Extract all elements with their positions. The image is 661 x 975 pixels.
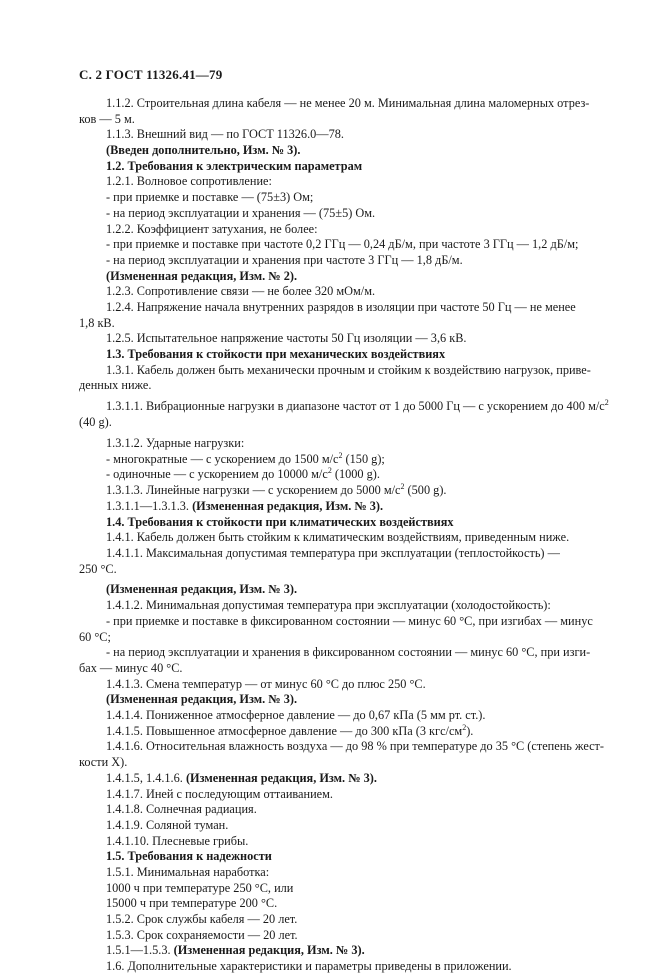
text-line: 1.4.1. Кабель должен быть стойким к климатическим воздействиям, приведенным ниже. bbox=[106, 530, 570, 545]
text-line: 250 °С. bbox=[79, 561, 117, 576]
text-line: 1.2.3. Сопротивление связи — не более 320 мОм/м. bbox=[106, 284, 376, 299]
list-item: - при приемке и поставке при частоте 0,2 ГГц — 0,24 дБ/м, при частоте 3 ГГц — 1,2 дБ/м; bbox=[106, 237, 579, 252]
amendment-note: 1.5.1—1.5.3. (Измененная редакция, Изм. № 3). bbox=[106, 943, 365, 958]
text-line: 1.1.2. Строительная длина кабеля — не менее 20 м. Минимальная длина маломерных отрез- bbox=[106, 96, 590, 110]
text-line: (40 g). bbox=[79, 415, 112, 430]
text-line: 1.5.3. Срок сохраняемости — 20 лет. bbox=[106, 927, 298, 942]
amendment-note: (Введен дополнительно, Изм. № 3). bbox=[106, 143, 301, 158]
text-line: 1.1.3. Внешний вид — по ГОСТ 11326.0—78. bbox=[106, 127, 344, 142]
amendment-note: (Измененная редакция, Изм. № 3). bbox=[106, 582, 298, 597]
text-line: бах — минус 40 °С. bbox=[79, 661, 183, 675]
amendment-note: (Измененная редакция, Изм. № 3). bbox=[106, 692, 298, 707]
text-line: 1.4.1.6. Относительная влажность воздуха — до 98 % при температуре до 35 °С (степень жест- bbox=[106, 739, 605, 754]
text-line: 1.4.1.1. Максимальная допустимая температура при эксплуатации (теплостойкость) — bbox=[106, 545, 560, 560]
text-line: 1.4.1.5. Повышенное атмосферное давление — до 300 кПа (3 кгс/$см^2$). bbox=[106, 722, 474, 738]
text-line: 1000 ч при температуре 250 °С, или bbox=[106, 880, 294, 895]
text-line: ков — 5 м. bbox=[79, 111, 135, 126]
text-line: 1.4.1.3. Смена температур — от минус 60 °С до плюс 250 °С. bbox=[106, 676, 426, 691]
list-item: - многократные — с ускорением до 1500 $м/с^2$ (150 g); bbox=[106, 450, 385, 466]
text-line: 1.3.1.2. Ударные нагрузки: bbox=[106, 435, 245, 450]
list-item: - при приемке и поставке — (75±3) Ом; bbox=[106, 190, 314, 205]
text-line: 1.2.5. Испытательное напряжение частоты 50 Гц изоляции — 3,6 кВ. bbox=[106, 331, 467, 346]
section-heading: 1.4. Требования к стойкости при климатических воздействиях bbox=[106, 514, 454, 529]
section-heading: 1.5. Требования к надежности bbox=[106, 849, 272, 864]
text-line: 1.4.1.2. Минимальная допустимая температура при эксплуатации (холодостойкость): bbox=[106, 598, 551, 613]
text-line: 1.3.1. Кабель должен быть механически прочным и стойким к воздействию нагрузок, приве- bbox=[106, 362, 591, 377]
text-line: 1.3.1.1. Вибрационные нагрузки в диапазоне частот от 1 до 5000 Гц — с ускорением до 400 $м/с^2$ bbox=[106, 397, 609, 414]
amendment-note: 1.4.1.5, 1.4.1.6. (Измененная редакция, Изм. № 3). bbox=[106, 770, 377, 785]
list-item: - на период эксплуатации и хранения — (75±5) Ом. bbox=[106, 205, 376, 220]
list-item: - одиночные — с ускорением до 10000 $м/с^2$ (1000 g). bbox=[106, 466, 380, 482]
amendment-note: (Измененная редакция, Изм. № 2). bbox=[106, 268, 298, 283]
text-line: 1.6. Дополнительные характеристики и параметры приведены в приложении. bbox=[106, 959, 512, 974]
text-line: 1.4.1.10. Плесневые грибы. bbox=[106, 833, 249, 848]
text-line: 1.5.2. Срок службы кабеля — 20 лет. bbox=[106, 912, 298, 926]
text-line: 1.4.1.9. Соляной туман. bbox=[106, 817, 229, 832]
section-heading: 1.3. Требования к стойкости при механических воздействиях bbox=[106, 347, 446, 361]
list-item: - на период эксплуатации и хранения при частоте 3 ГГц — 1,8 дБ/м. bbox=[106, 252, 463, 267]
text-line: 60 °С; bbox=[79, 629, 111, 644]
text-line: 1.4.1.8. Солнечная радиация. bbox=[106, 802, 257, 817]
text-line: 15000 ч при температуре 200 °С. bbox=[106, 896, 278, 911]
text-line: 1.3.1.3. Линейные нагрузки — с ускорением до 5000 $м/с^2$ (500 g). bbox=[106, 482, 447, 498]
text-line: 1.4.1.7. Иней с последующим оттаиванием. bbox=[106, 786, 333, 801]
text-line: денных ниже. bbox=[79, 378, 152, 393]
text-line: 1.4.1.4. Пониженное атмосферное давление — до 0,67 кПа (5 мм рт. ст.). bbox=[106, 708, 486, 723]
text-line: 1.2.4. Напряжение начала внутренних разрядов в изоляции при частоте 50 Гц — не менее bbox=[106, 299, 576, 314]
text-line: кости Х). bbox=[79, 755, 128, 770]
list-item: - на период эксплуатации и хранения в фиксированном состоянии — минус 60 °С, при изги- bbox=[106, 645, 591, 660]
text-line: 1.2.1. Волновое сопротивление: bbox=[106, 174, 272, 189]
text-line: 1.5.1. Минимальная наработка: bbox=[106, 864, 270, 879]
text-line: 1,8 кВ. bbox=[79, 315, 115, 330]
document-body bbox=[79, 96, 615, 975]
page-header: С. 2 ГОСТ 11326.41—79 bbox=[79, 67, 223, 82]
amendment-note: 1.3.1.1—1.3.1.3. (Измененная редакция, Изм. № 3). bbox=[106, 498, 384, 513]
section-heading: 1.2. Требования к электрическим параметрам bbox=[106, 158, 363, 173]
list-item: - при приемке и поставке в фиксированном состоянии — минус 60 °С, при изгибах — минус bbox=[106, 613, 593, 628]
text-line: 1.2.2. Коэффициент затухания, не более: bbox=[106, 221, 318, 236]
